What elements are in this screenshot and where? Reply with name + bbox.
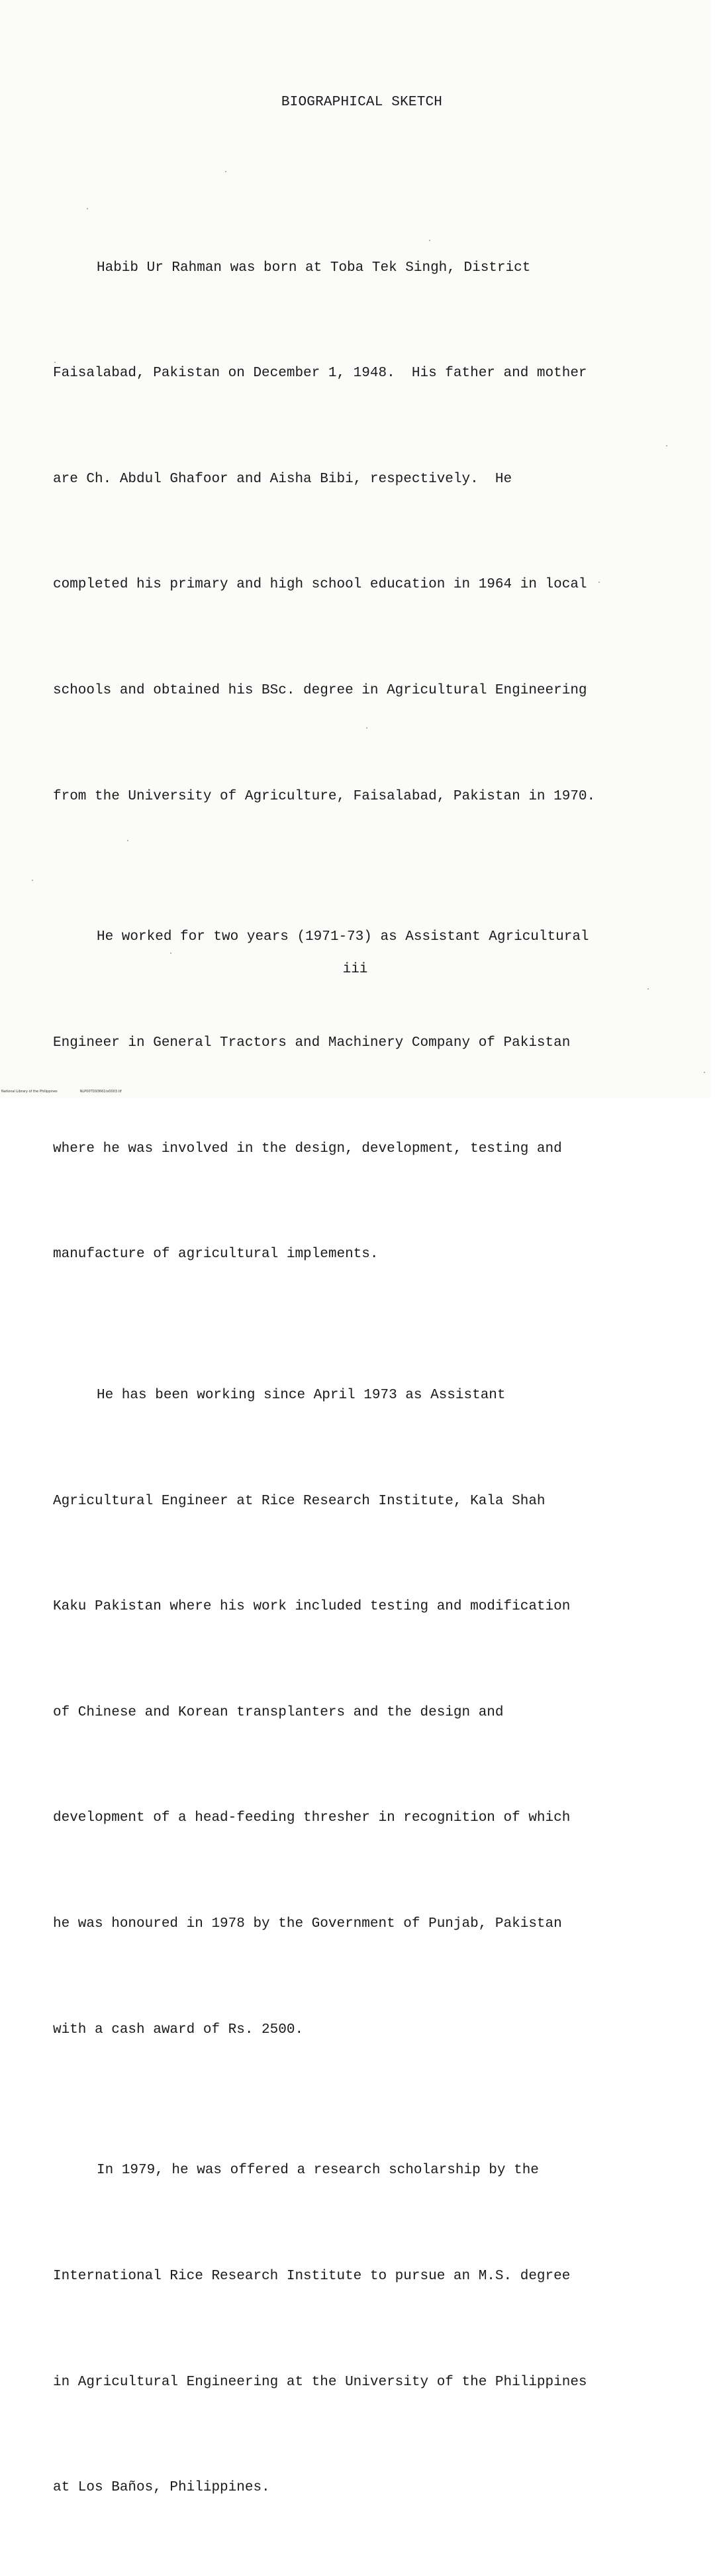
scan-speck	[647, 988, 649, 990]
text-line: where he was involved in the design, development, testing and	[53, 1141, 562, 1157]
text-line: He worked for two years (1971-73) as Assistant Agricultural	[97, 929, 589, 945]
footer-source: National Library of the Philippines	[1, 1090, 58, 1094]
text-line: In 1979, he was offered a research scholarship by the	[97, 2163, 539, 2179]
text-line: He has been working since April 1973 as Assistant	[97, 1387, 506, 1403]
document-body	[53, 144, 636, 2576]
text-line: in Agricultural Engineering at the University of the Philippines	[53, 2374, 587, 2390]
text-line: Habib Ur Rahman was born at Toba Tek Singh, District	[97, 260, 531, 276]
text-line: completed his primary and high school education in 1964 in local	[53, 577, 587, 593]
scan-speck	[170, 953, 171, 954]
scan-speck	[366, 727, 367, 729]
scan-speck	[704, 1072, 705, 1073]
text-line: schools and obtained his BSc. degree in Agricultural Engineering	[53, 682, 587, 698]
scan-speck	[87, 208, 88, 209]
text-line: from the University of Agriculture, Faisalabad, Pakistan in 1970.	[53, 788, 596, 804]
text-line: Agricultural Engineer at Rice Research Institute, Kala Shah	[53, 1493, 546, 1509]
text-line: International Rice Research Institute to pursue an M.S. degree	[53, 2268, 571, 2284]
text-line: with a cash award of Rs. 2500.	[53, 2022, 304, 2037]
scan-speck	[32, 880, 33, 881]
text-line: of Chinese and Korean transplanters and the design and	[53, 1704, 504, 1720]
text-line: development of a head-feeding thresher in recognition of which	[53, 1810, 571, 1826]
scan-speck	[127, 840, 128, 841]
text-line: are Ch. Abdul Ghafoor and Aisha Bibi, respectively. He	[53, 471, 512, 487]
scan-speck	[225, 171, 226, 172]
scan-speck	[598, 582, 600, 583]
text-line: Engineer in General Tractors and Machinery Company of Pakistan	[53, 1035, 571, 1051]
scan-speck	[54, 362, 56, 363]
text-line: Kaku Pakistan where his work included testing and modification	[53, 1599, 571, 1615]
scan-footer	[1, 1090, 122, 1094]
footer-file-id: NLP00TD93661tx0003.tif	[79, 1090, 122, 1094]
scan-speck	[666, 445, 667, 446]
page-title: BIOGRAPHICAL SKETCH	[281, 95, 443, 110]
text-line: he was honoured in 1978 by the Government of Punjab, Pakistan	[53, 1916, 562, 1932]
scan-speck	[429, 240, 430, 241]
page-number: iii	[342, 962, 368, 977]
text-line: at Los Baños, Philippines.	[53, 2480, 270, 2496]
text-line: manufacture of agricultural implements.	[53, 1247, 379, 1262]
text-line: Faisalabad, Pakistan on December 1, 1948. His father and mother	[53, 366, 587, 382]
